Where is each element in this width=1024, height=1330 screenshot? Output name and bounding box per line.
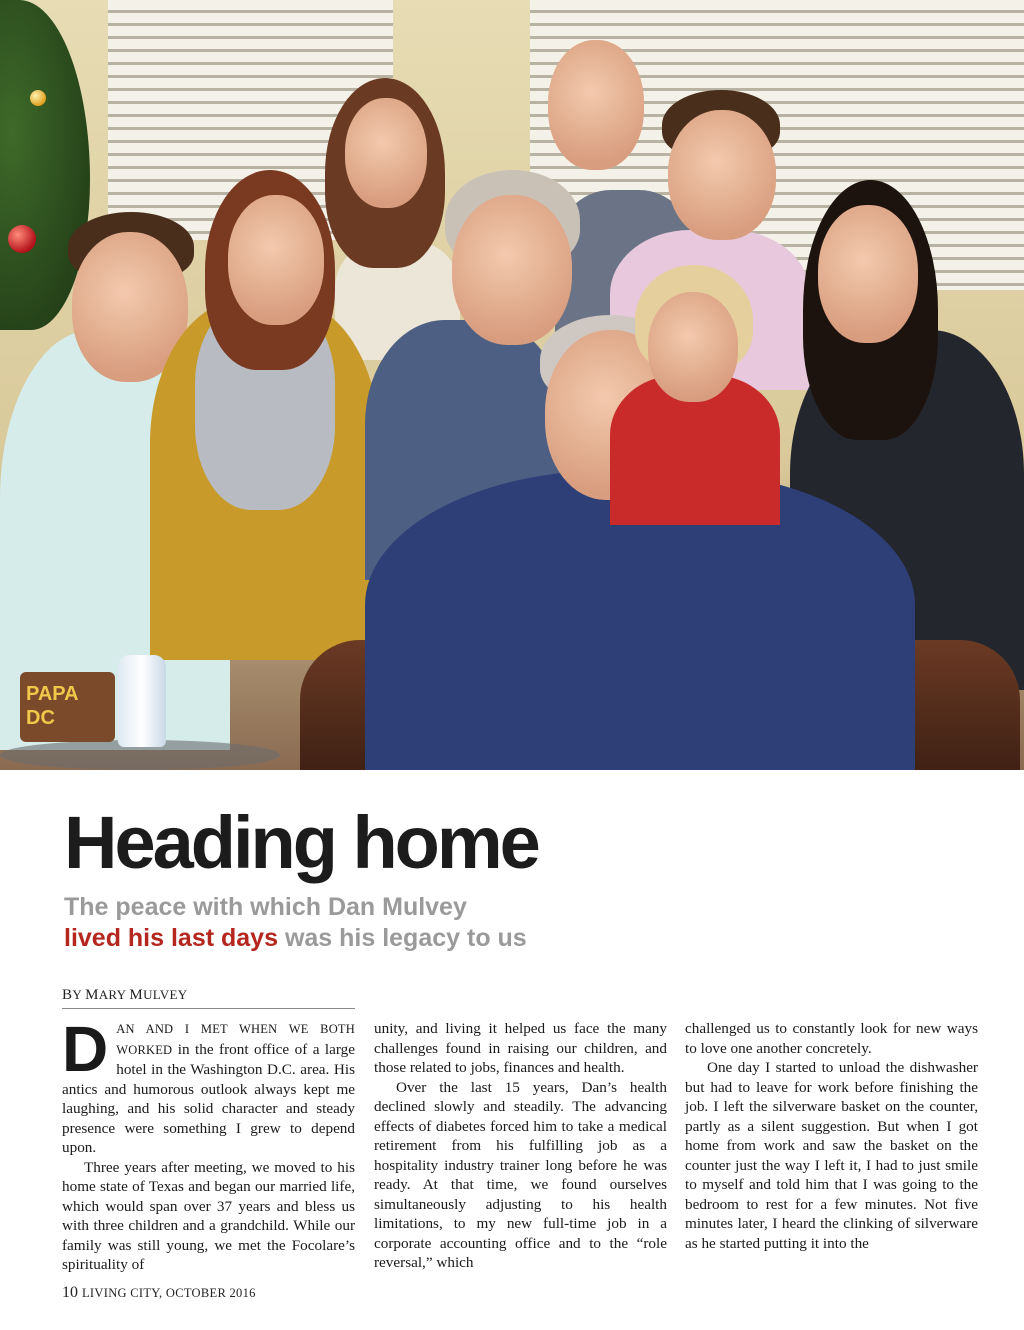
page-footer (62, 1284, 256, 1302)
article-column-3 (685, 1019, 978, 1253)
page-number: 10 (62, 1284, 78, 1301)
headline: Heading home (64, 801, 538, 884)
article-column-1 (62, 1013, 355, 1275)
papa-dc-box (20, 672, 115, 742)
byline-name-initial-1: M (85, 987, 99, 1003)
article-paragraph: unity, and living it helped us face the many challenges found in raising our children, and those related to jobs, finances and health. (374, 1020, 667, 1076)
article-paragraph (62, 1013, 355, 1158)
article-paragraph: Over the last 15 years, Dan’s health declined slowly and steadily. The advancing effects of diabetes forced him to take a medical retirement from his fulfilling job as a hospitality industry trainer long before he was ready. At that time, we found ourselves simultaneously adjusting to his health limitations, to my new full-time job in a corporate accounting office and to the “role reversal,” which (374, 1078, 667, 1271)
subhead-line1: The peace with which Dan Mulvey (64, 893, 467, 921)
subhead-line2-rest: was his legacy to us (278, 924, 527, 952)
drop-cap: D (62, 1013, 109, 1085)
byline-name-rest-1: ARY (98, 987, 130, 1002)
subhead-line2 (64, 923, 527, 954)
article-paragraph: challenged us to constantly look for new ways to love one another concretely. (685, 1020, 978, 1057)
byline-name-rest-2: ULVEY (143, 987, 188, 1002)
water-bottle (118, 655, 166, 747)
lead-in-smallcaps: AN AND I MET WHEN WE BOTH WORKED (116, 1022, 355, 1057)
ornament (30, 90, 46, 106)
article-paragraph: One day I started to unload the dishwasher but had to leave for work before finishing the job. I left the silverware basket on the counter, partly as a silent suggestion. But when I got home from work and saw the basket on the counter just the way I left it, I had to just smile to myself and told him that I was going to the bedroom to rest for a few minutes. Not five minutes later, I heard the clinking of silverware as he started putting it into the (685, 1059, 978, 1252)
publication-info: LIVING CITY, OCTOBER 2016 (82, 1286, 256, 1300)
subhead (64, 892, 527, 954)
byline-by-initial: B (62, 987, 73, 1003)
byline-by-rest: Y (72, 987, 86, 1002)
papa-box-text: PAPA DC (26, 683, 78, 729)
article-column-2 (374, 1019, 667, 1273)
ornament (8, 225, 36, 253)
byline (62, 987, 355, 1009)
article-paragraph: Three years after meeting, we moved to his home state of Texas and began our married life, which would span over 37 years and bless us with three children and a grandchild. While our family was still young, we met the Focolare’s spirituality of (62, 1158, 355, 1273)
byline-name-initial-2: M (129, 987, 144, 1003)
paragraph-text: in the front office of a large hotel in the Washington D.C. area. His antics and humorous outlook always kept me laughing, and his solid character and steady presence were something I grew to depend upon. (62, 1040, 355, 1156)
subhead-highlight: lived his last days (64, 924, 278, 952)
